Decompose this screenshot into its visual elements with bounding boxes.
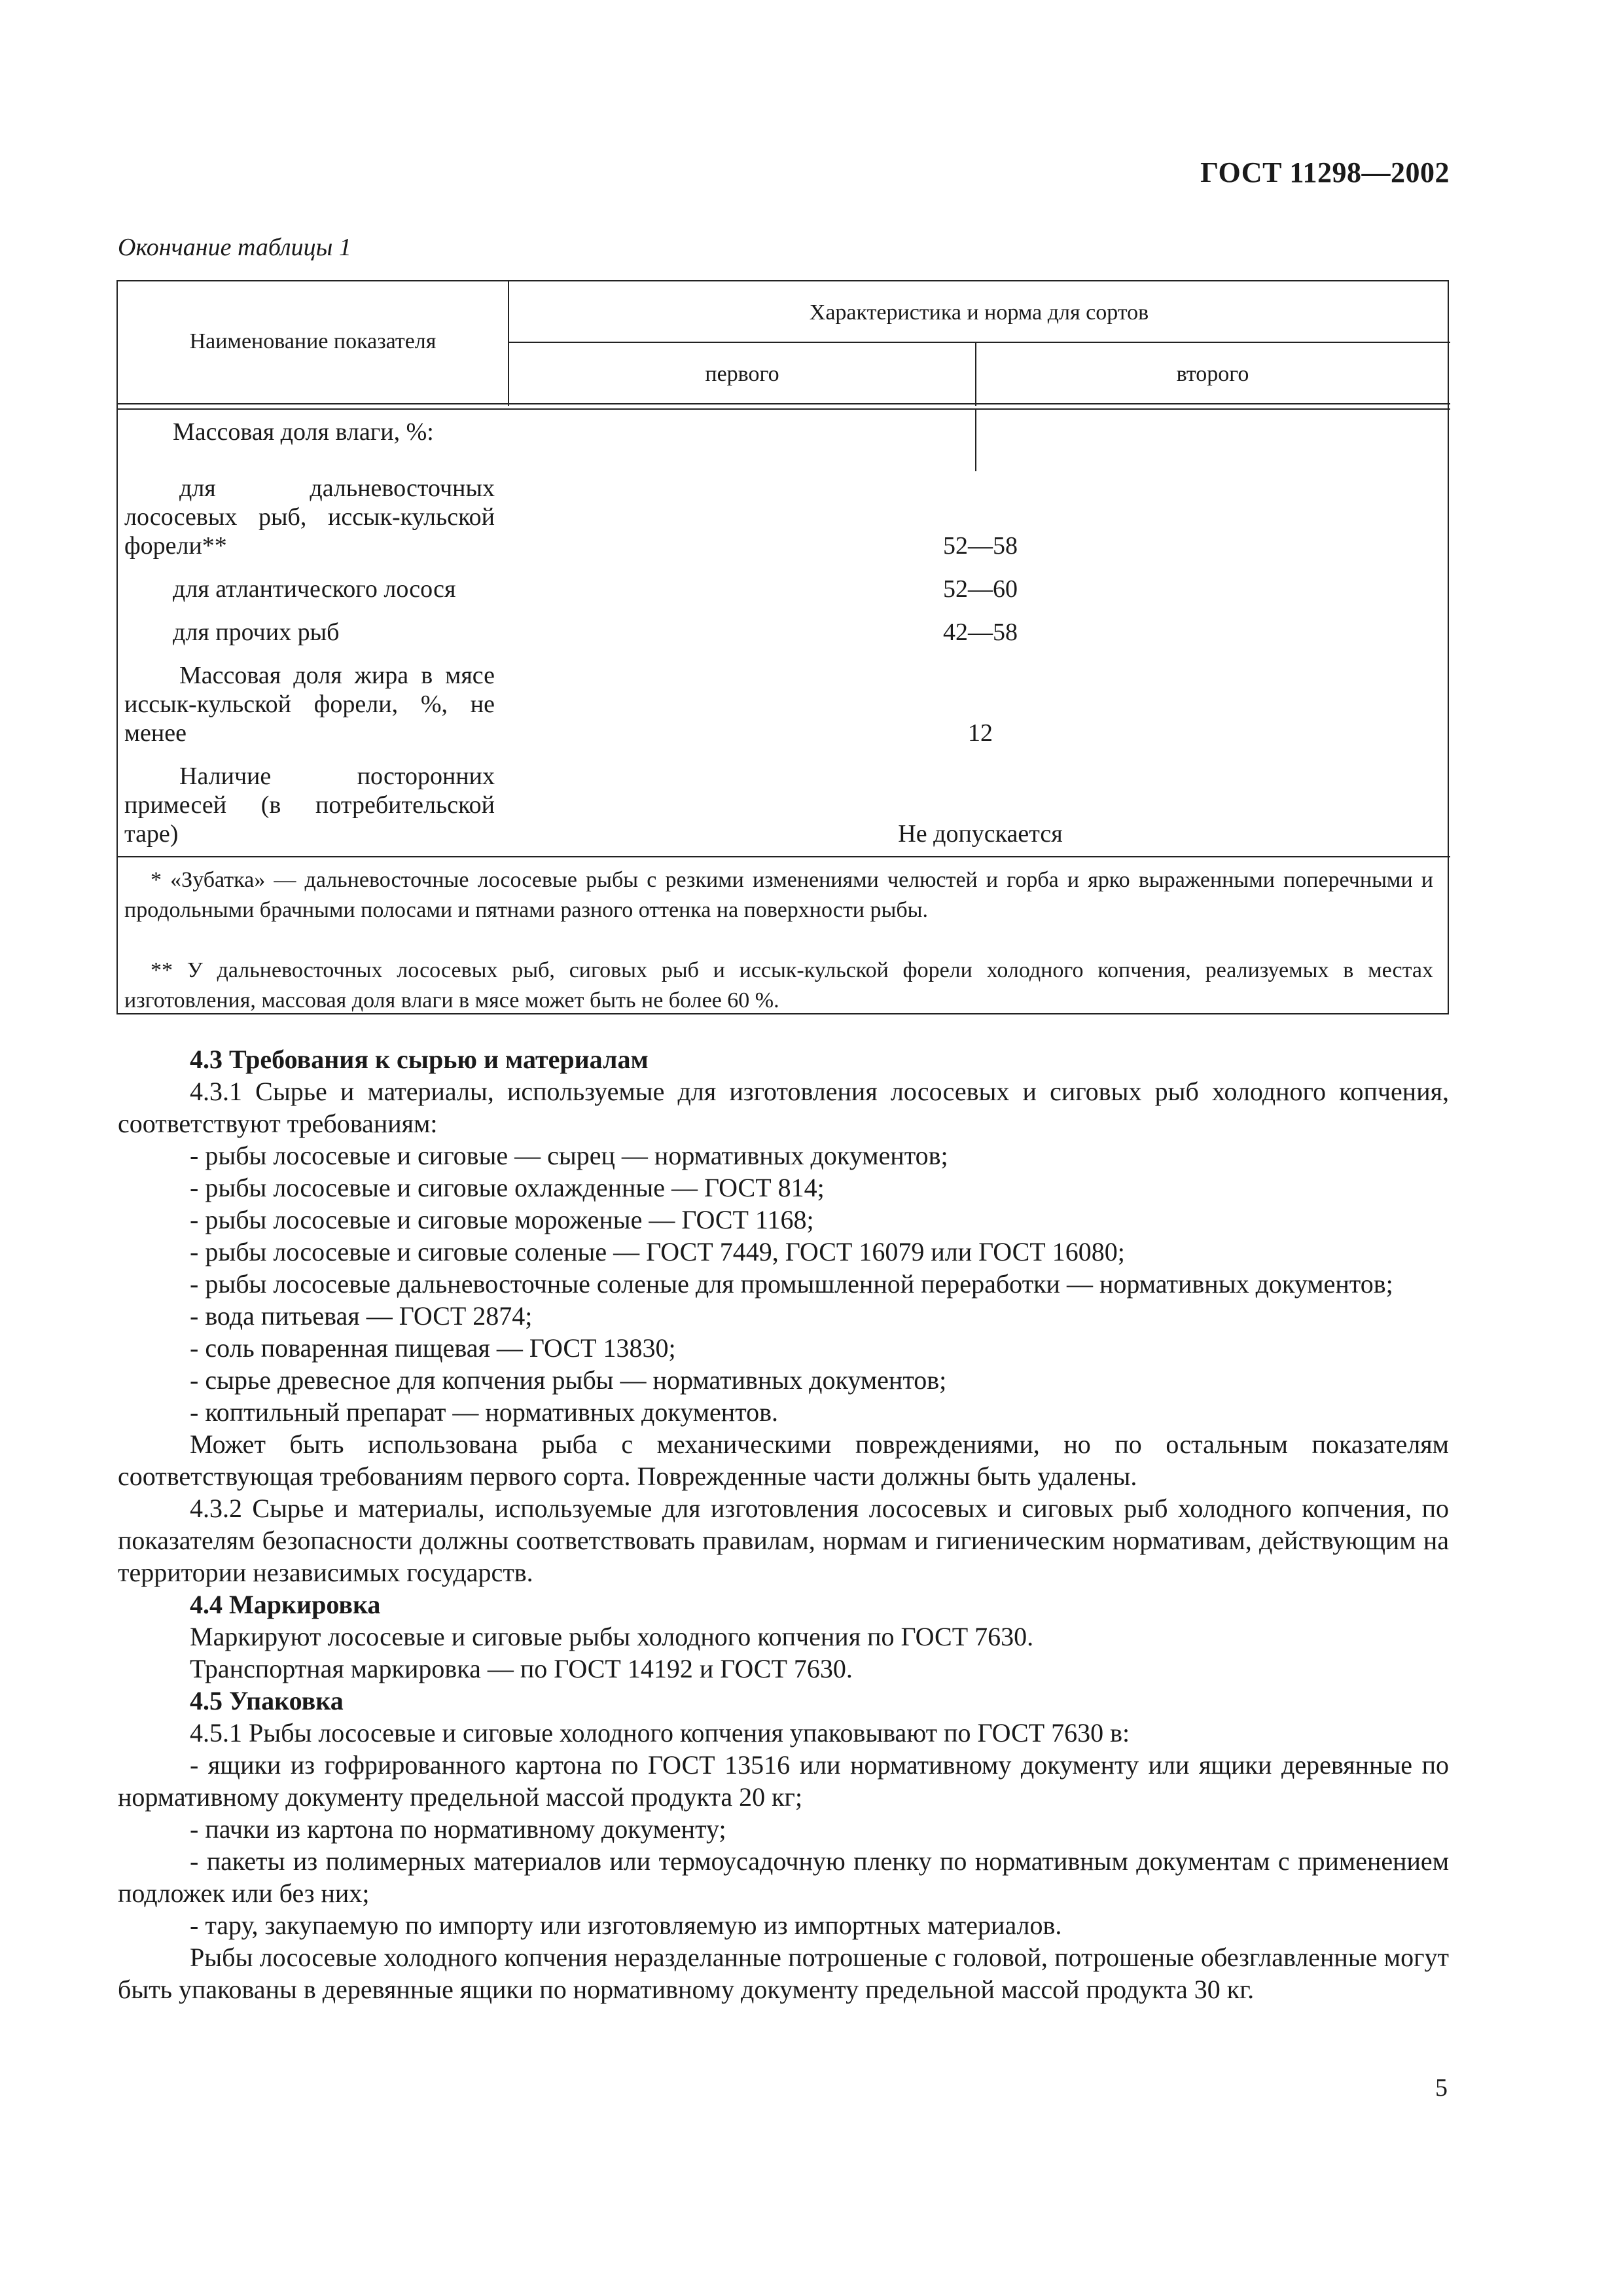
- list-item: - соль поваренная пищевая — ГОСТ 13830;: [190, 1333, 676, 1363]
- table-divider: [118, 856, 1450, 857]
- table-divider: [975, 410, 976, 471]
- section-heading: 4.3 Требования к сырью и материалам: [190, 1045, 649, 1074]
- list-item: - пакеты из полимерных материалов или термоусадочную пленку по нормативным документам с применением подложек или без них;: [118, 1846, 1449, 1908]
- list-item: - пачки из картона по нормативному документу;: [190, 1814, 726, 1844]
- row-value: 52—58: [943, 532, 1018, 560]
- paragraph: Маркируют лососевые и сиговые рыбы холодного копчения по ГОСТ 7630.: [190, 1622, 1034, 1651]
- section-heading: 4.4 Маркировка: [190, 1590, 381, 1619]
- paragraph: Может быть использована рыба с механическими повреждениями, но по остальным показателям соответствующая требованиям первого сорта. Поврежденные части должны быть удалены.: [118, 1429, 1449, 1491]
- row-label: Наличие посторонних примесей (в потребительской таре): [124, 762, 495, 848]
- list-item: - ящики из гофрированного картона по ГОСТ 13516 или нормативному документу или ящики деревянные по нормативному документу предельной массой продукта 20 кг;: [118, 1750, 1449, 1812]
- document-code: ГОСТ 11298—2002: [1200, 156, 1450, 188]
- row-label: Массовая доля жира в мясе иссык-кульской форели, %, не менее: [124, 662, 495, 747]
- table-divider: [118, 403, 1450, 404]
- row-value: 42—58: [943, 619, 1018, 646]
- list-item: - рыбы лососевые и сиговые охлажденные — ГОСТ 814;: [190, 1173, 825, 1202]
- row-value: Не допускается: [898, 820, 1063, 848]
- list-item: - коптильный препарат — нормативных документов.: [190, 1397, 779, 1427]
- table-divider: [508, 342, 1450, 343]
- list-item: - вода питьевая — ГОСТ 2874;: [190, 1301, 533, 1331]
- list-item: - сырье древесное для копчения рыбы — нормативных документов;: [190, 1365, 947, 1395]
- header-group-cell: Характеристика и норма для сортов: [809, 300, 1149, 325]
- table-footnote: ** У дальневосточных лососевых рыб, сиговых рыб и иссык-кульской форели холодного копчения, реализуемых в местах изготовления, массовая доля влаги в мясе может быть не более 60 %.: [124, 958, 1433, 1013]
- paragraph: Транспортная маркировка — по ГОСТ 14192 и ГОСТ 7630.: [190, 1654, 853, 1683]
- header-first-grade: первого: [705, 362, 779, 386]
- requirements-table: [116, 280, 1449, 1014]
- section-body: [118, 1043, 1449, 2005]
- list-item: - рыбы лососевые и сиговые — сырец — нормативных документов;: [190, 1141, 948, 1170]
- row-label: для дальневосточных лососевых рыб, иссык-кульской форели**: [124, 475, 495, 560]
- section-heading: 4.5 Упаковка: [190, 1686, 344, 1715]
- row-label: для атлантического лосося: [173, 575, 456, 603]
- row-label: для прочих рыб: [173, 619, 340, 646]
- paragraph: 4.3.1 Сырье и материалы, используемые для изготовления лососевых и сиговых рыб холодного копчения, соответствуют требованиям:: [118, 1077, 1449, 1138]
- header-name-cell: Наименование показателя: [189, 329, 437, 353]
- list-item: - тару, закупаемую по импорту или изготовляемую из импортных материалов.: [190, 1910, 1062, 1940]
- list-item: - рыбы лососевые и сиговые мороженые — ГОСТ 1168;: [190, 1205, 814, 1234]
- row-label: Массовая доля влаги, %:: [173, 418, 434, 446]
- row-value: 52—60: [943, 575, 1018, 603]
- table-divider: [118, 408, 1450, 410]
- list-item: - рыбы лососевые и сиговые соленые — ГОСТ 7449, ГОСТ 16079 или ГОСТ 16080;: [190, 1237, 1125, 1266]
- paragraph: Рыбы лососевые холодного копчения неразделанные потрошеные с головой, потрошеные обезглавленные могут быть упакованы в деревянные ящики по нормативному документу предельной массой продукта 30 кг.: [118, 1943, 1449, 2004]
- page-number: 5: [1435, 2074, 1448, 2102]
- paragraph: 4.3.2 Сырье и материалы, используемые для изготовления лососевых и сиговых рыб холодного копчения, по показателям безопасности должны соответствовать правилам, нормам и гигиеническим нормативам, действующим на территории независимых государств.: [118, 1494, 1449, 1587]
- list-item: - рыбы лососевые дальневосточные соленые для промышленной переработки — нормативных документов;: [190, 1269, 1393, 1299]
- paragraph: 4.5.1 Рыбы лососевые и сиговые холодного копчения упаковывают по ГОСТ 7630 в:: [190, 1718, 1130, 1748]
- header-second-grade: второго: [1176, 362, 1249, 386]
- table-caption: Окончание таблицы 1: [118, 234, 351, 261]
- table-footnote: * «Зубатка» — дальневосточные лососевые рыбы с резкими изменениями челюстей и горба и ярко выраженными поперечными и продольными брачными полосами и пятнами разного оттенка на поверхности рыбы.: [124, 868, 1433, 922]
- row-value: 12: [968, 719, 993, 747]
